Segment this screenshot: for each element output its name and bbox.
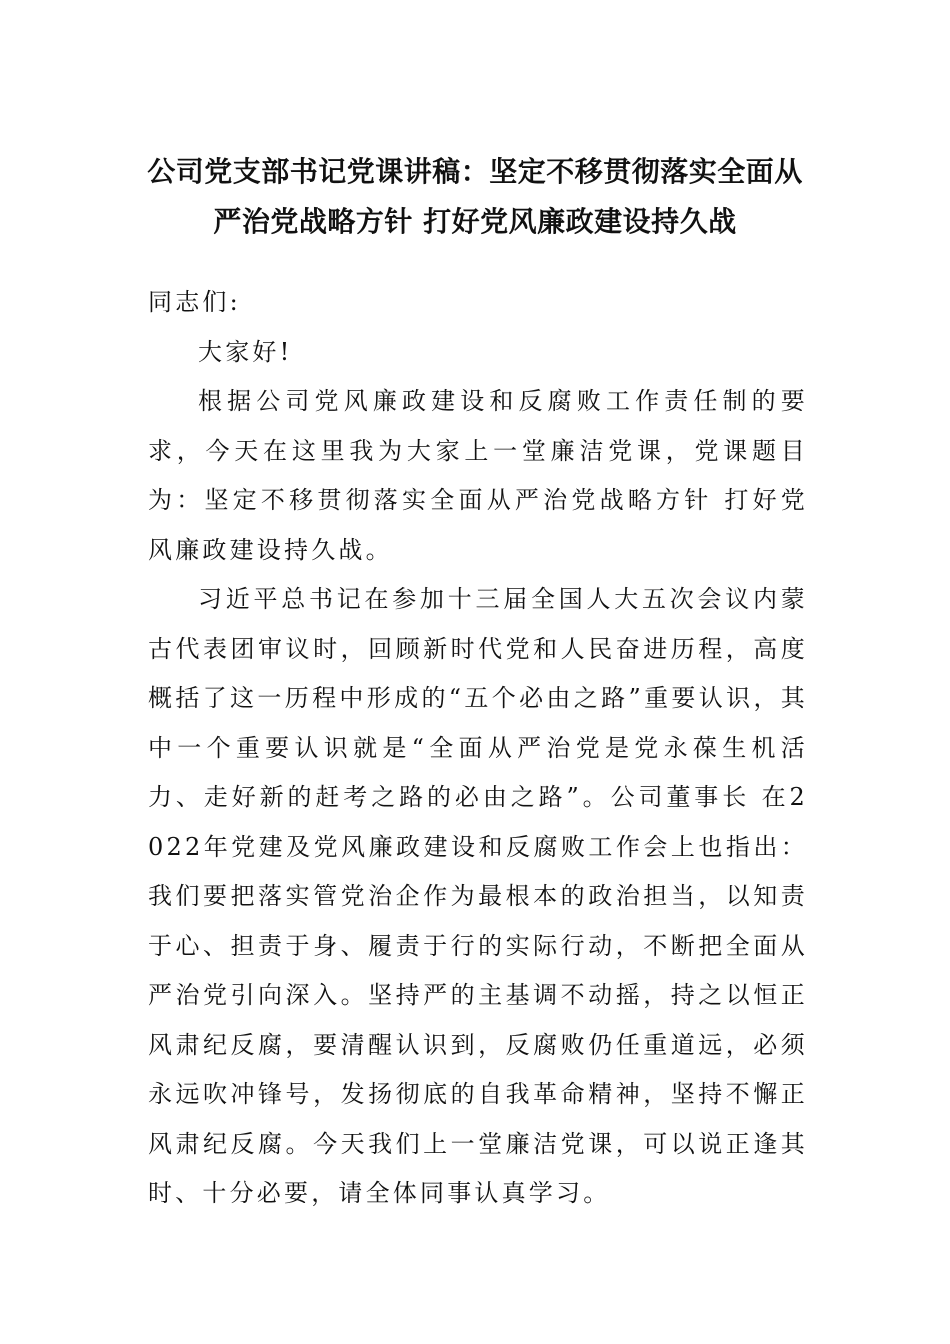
paragraph-main: 习近平总书记在参加十三届全国人大五次会议内蒙古代表团审议时，回顾新时代党和人民奋进历程，高度概括了这一历程中形成的“五个必由之路”重要认识，其中一个重要认识就是“全面从严治党是党永葆生机活力、走好新的赶考之路的必由之路”。公司董事长 在2022年党建及党风廉政建设和反腐败工作会上也指出：我们要把落实管党治企作为最根本的政治担当，以知责于心、担责于身、履责于行的实际行动，不断把全面从严治党引向深入。坚持严的主基调不动摇，持之以恒正风肃纪反腐，要清醒认识到，反腐败仍任重道远，必须永远吹冲锋号，发扬彻底的自我革命精神，坚持不懈正风肃纪反腐。今天我们上一堂廉洁党课，可以说正逢其时、十分必要，请全体同事认真学习。 bbox=[148, 585, 808, 1207]
title-line-2: 严治党战略方针 打好党风廉政建设持久战 bbox=[213, 204, 737, 238]
salutation: 同志们: bbox=[148, 288, 241, 316]
title-line-1: 公司党支部书记党课讲稿：坚定不移贯彻落实全面从 bbox=[147, 154, 803, 188]
document-body bbox=[148, 278, 808, 1219]
paragraph-greeting: 大家好! bbox=[198, 337, 293, 366]
paragraph-intro: 根据公司党风廉政建设和反腐败工作责任制的要求，今天在这里我为大家上一堂廉洁党课，党课题目为：坚定不移贯彻落实全面从严治党战略方针 打好党风廉政建设持久战。 bbox=[148, 387, 808, 564]
document-title bbox=[120, 147, 830, 247]
